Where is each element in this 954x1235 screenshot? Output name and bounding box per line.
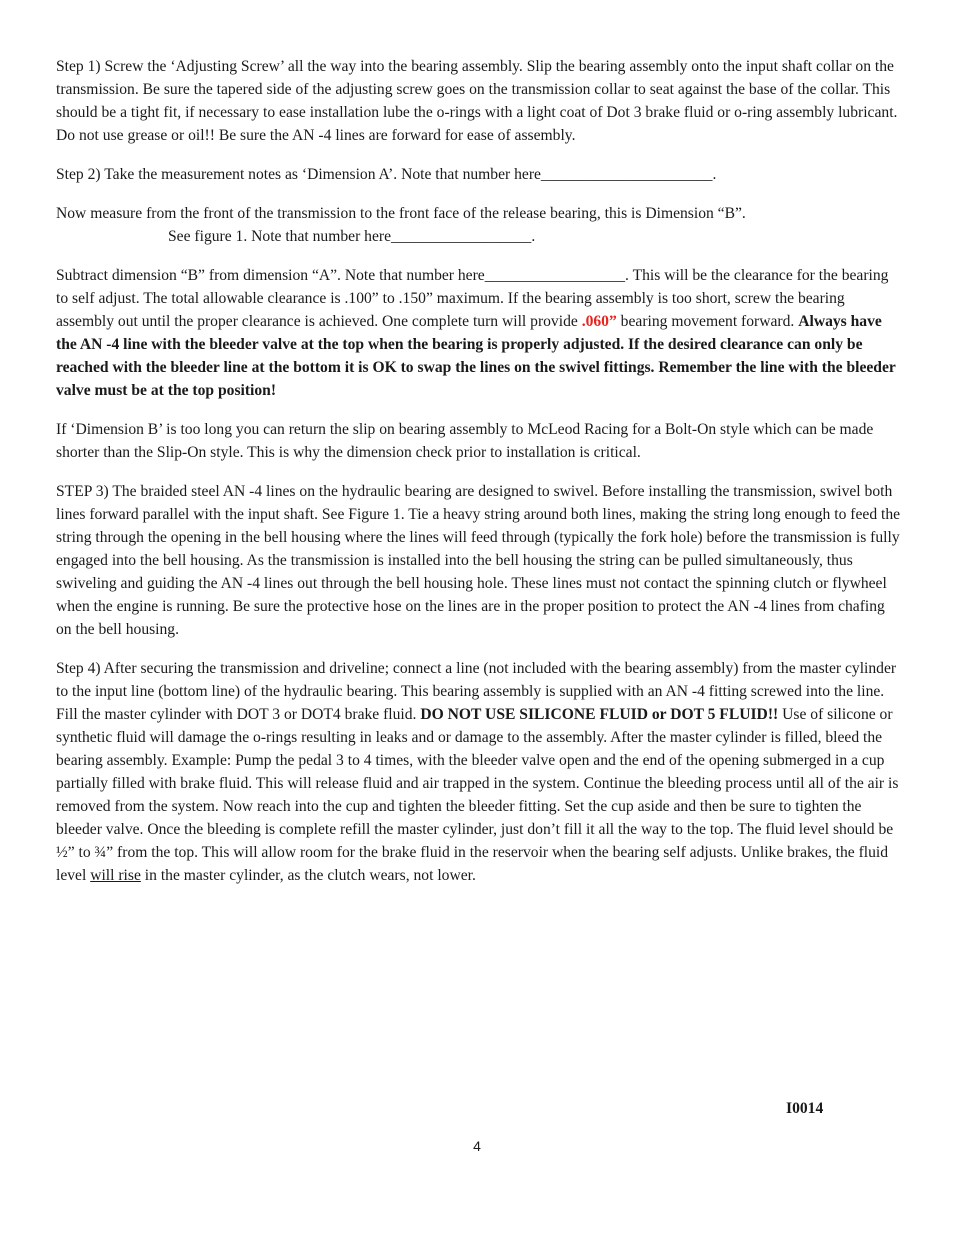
will-rise-emphasis: will rise (90, 867, 141, 884)
step-4-text-3: in the master cylinder, as the clutch wears, not lower. (140, 867, 476, 884)
dimension-b-too-long-paragraph (56, 418, 904, 464)
bleeder-warning: Always have the AN -4 line with the bleeder valve at the top when the bearing is properly adjusted. If the desired clearance can only be reached with the bleeder line at the bottom it is OK to swap the lines on the swivel fittings. Remember the line with the bleeder valve must be at the top position! (56, 313, 896, 399)
dimension-b-line-2: See figure 1. Note that number here__________________. (168, 228, 536, 245)
step-4-paragraph (56, 657, 904, 887)
dimension-b-line-1: Now measure from the front of the transmission to the front face of the release bearing, this is Dimension “B”. (56, 205, 746, 222)
step-3-paragraph (56, 480, 904, 641)
subtract-text-2: bearing movement forward. (616, 313, 799, 330)
step-4-text-1: Step 4) After securing the transmission and driveline; connect a line (not included with the bearing assembly) from the master cylinder to the input line (bottom line) of the hydraulic bearing. This bearing assembly is supplied with an AN -4 fitting screwed into the line. Fill the master cylinder with DOT 3 or DOT4 brake fluid. (56, 660, 897, 723)
dimension-b-too-long-text: If ‘Dimension B’ is too long you can return the slip on bearing assembly to McLeod Racing for a Bolt-On style which can be made shorter than the Slip-On style. This is why the dimension check prior to installation is critical. (56, 421, 874, 461)
step-1-text: Step 1) Screw the ‘Adjusting Screw’ all the way into the bearing assembly. Slip the bearing assembly onto the input shaft collar on the transmission. Be sure the tapered side of the adjusting screw goes on the transmission collar to seat against the base of the collar. This should be a tight fit, if necessary to ease installation lube the o-rings with a light coat of Dot 3 brake fluid or o-ring assembly lubricant. Do not use grease or oil!! Be sure the AN -4 lines are forward for ease of assembly. (56, 58, 898, 144)
step-1-paragraph (56, 55, 904, 147)
subtract-paragraph (56, 264, 904, 402)
fluid-warning: DO NOT USE SILICONE FLUID or DOT 5 FLUID!! (420, 706, 779, 723)
step-2-text: Step 2) Take the measurement notes as ‘Dimension A’. Note that number here______________________. (56, 166, 717, 183)
step-3-text: STEP 3) The braided steel AN -4 lines on the hydraulic bearing are designed to swivel. Before installing the transmission, swivel both lines forward parallel with the input shaft. See Figure 1. Tie a heavy string around both lines, making the string long enough to feed the string through the opening in the bell housing where the lines will feed through (typically the fork hole) before the transmission is fully engaged into the bell housing. As the transmission is installed into the bell housing the string can be pulled simultaneously, thus swiveling and guiding the AN -4 lines out through the bell housing hole. These lines must not contact the spinning clutch or flywheel when the engine is running. Be sure the protective hose on the lines are in the proper position to protect the AN -4 lines from chafing on the bell housing. (56, 483, 901, 638)
dimension-b-paragraph (56, 202, 904, 248)
page-number: 4 (473, 1138, 481, 1154)
subtract-text-1: Subtract dimension “B” from dimension “A”. Note that number here__________________. This will be the clearance for the bearing to self adjust. The total allowable clearance is .100” to .150” maximum. If the bearing assembly is too short, screw the bearing assembly out until the proper clearance is achieved. One complete turn will provide (56, 267, 889, 330)
document-body (56, 55, 904, 903)
step-4-text-2: Use of silicone or synthetic fluid will damage the o-rings resulting in leaks and or damage to the assembly. After the master cylinder is filled, bleed the bearing assembly. Example: Pump the pedal 3 to 4 times, with the bleeder valve open and the end of the opening submerged in a cup partially filled with brake fluid. This will release fluid and air trapped in the system. Continue the bleeding process until all of the air is removed from the system. Now reach into the cup and tighten the bleeder fitting. Set the cup aside and then be sure to tighten the bleeder valve. Once the bleeding is complete refill the master cylinder, just don’t fill it all the way to the top. The fluid level should be ½” to ¾” from the top. This will allow room for the brake fluid in the reservoir when the bearing self adjusts. Unlike brakes, the fluid level (56, 706, 899, 884)
document-code: I0014 (786, 1100, 824, 1117)
step-2-paragraph (56, 163, 904, 186)
turn-movement-highlight: .060” (581, 313, 617, 330)
